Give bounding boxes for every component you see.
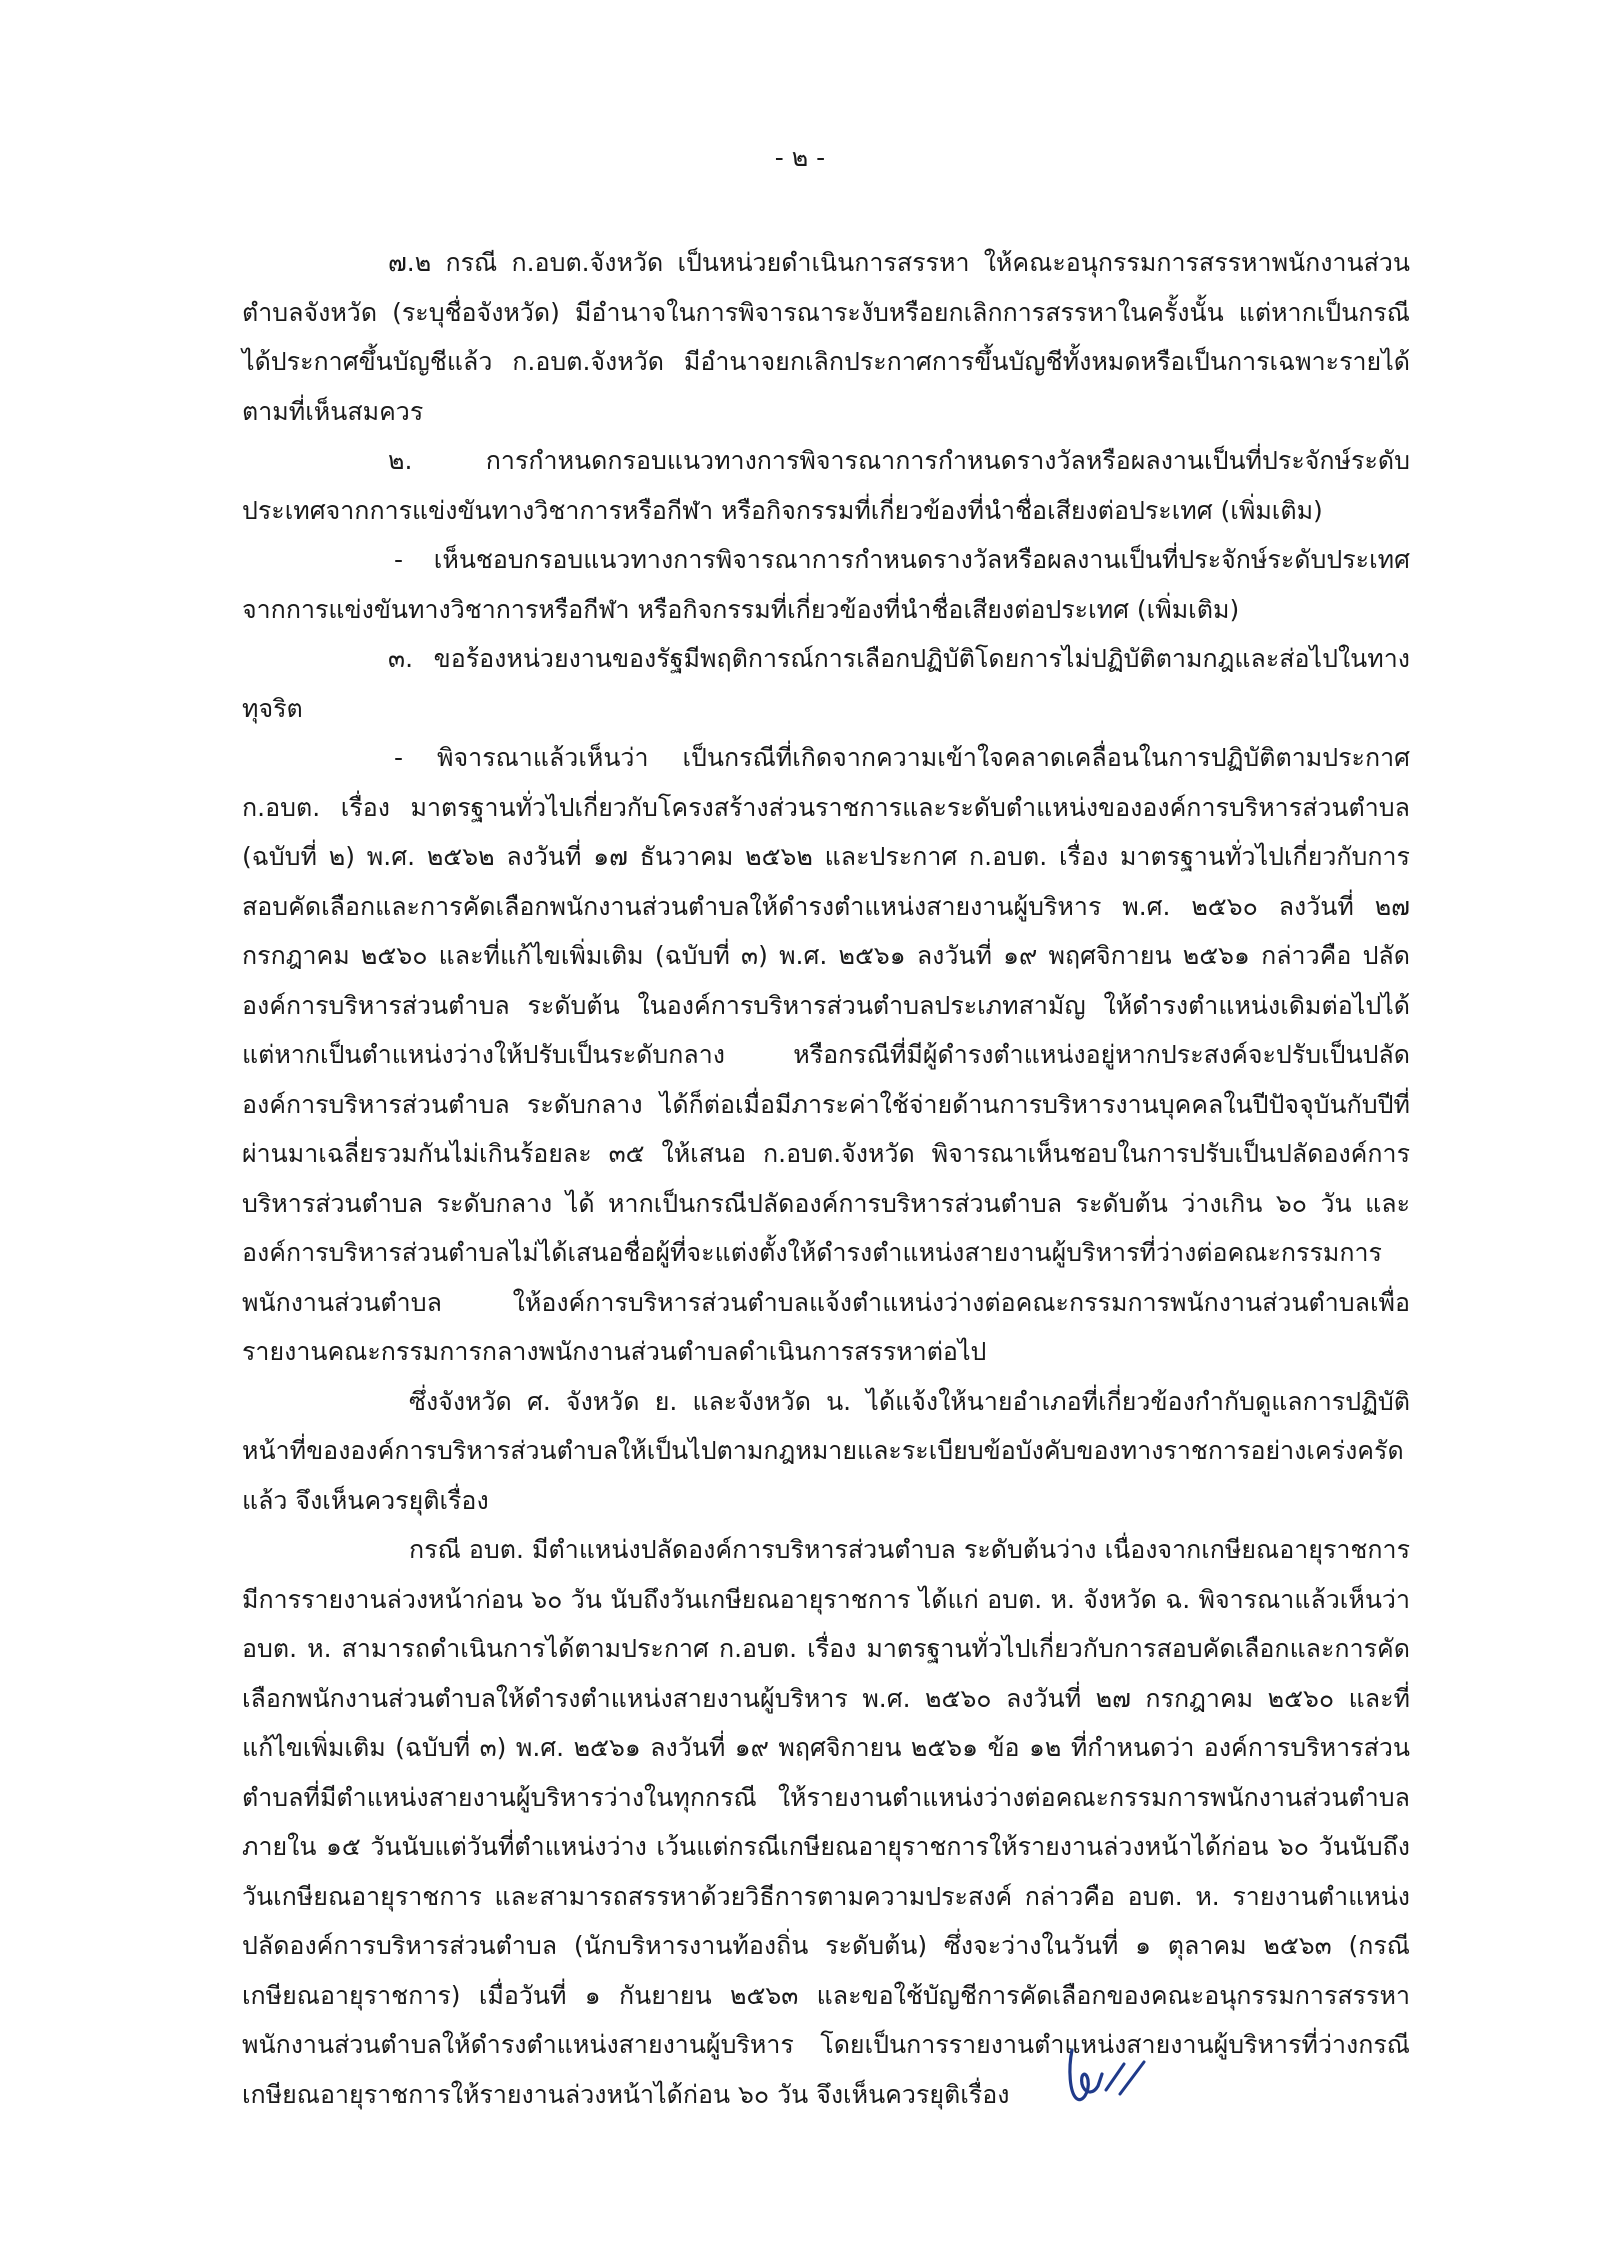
paragraph-item-3: ๓. ขอร้องหน่วยงานของรัฐมีพฤติการณ์การเลือกปฏิบัติโดยการไม่ปฏิบัติตามกฎและส่อไปในทางทุจริต	[242, 644, 1410, 723]
paragraph-province-notice: ซึ่งจังหวัด ศ. จังหวัด ย. และจังหวัด น. ได้แจ้งให้นายอำเภอที่เกี่ยวข้องกำกับดูแลการปฏิบัติหน้าที่ขององค์การบริหารส่วนตำบลให้เป็นไปตามกฎหมายและระเบียบข้อบังคับของทางราชการอย่างเคร่งครัดแล้ว จึงเห็นควรยุติเรื่อง	[242, 1386, 1410, 1515]
paragraph-7-2: ๗.๒ กรณี ก.อบต.จังหวัด เป็นหน่วยดำเนินการสรรหา ให้คณะอนุกรรมการสรรหาพนักงานส่วนตำบลจังหวัด (ระบุชื่อจังหวัด) มีอำนาจในการพิจารณาระงับหรือยกเลิกการสรรหาในครั้งนั้น แต่หากเป็นกรณีได้ประกาศขึ้นบัญชีแล้ว ก.อบต.จังหวัด มีอำนาจยกเลิกประกาศการขึ้นบัญชีทั้งหมดหรือเป็นการเฉพาะรายได้ตามที่เห็นสมควร	[242, 248, 1410, 426]
paragraph-item-2: ๒. การกำหนดกรอบแนวทางการพิจารณาการกำหนดรางวัลหรือผลงานเป็นที่ประจักษ์ระดับประเทศจากการแข่งขันทางวิชาการหรือกีฬา หรือกิจกรรมที่เกี่ยวข้องที่นำชื่อเสียงต่อประเทศ (เพิ่มเติม)	[242, 446, 1410, 525]
paragraph-item-2-resolution: - เห็นชอบกรอบแนวทางการพิจารณาการกำหนดรางวัลหรือผลงานเป็นที่ประจักษ์ระดับประเทศจากการแข่งขันทางวิชาการหรือกีฬา หรือกิจกรรมที่เกี่ยวข้องที่นำชื่อเสียงต่อประเทศ (เพิ่มเติม)	[242, 545, 1410, 624]
page-number: - ๒ -	[774, 143, 826, 172]
handwritten-signature	[1062, 2040, 1154, 2110]
paragraph-item-3-consideration: - พิจารณาแล้วเห็นว่า เป็นกรณีที่เกิดจากความเข้าใจคลาดเคลื่อนในการปฏิบัติตามประกาศ ก.อบต. เรื่อง มาตรฐานทั่วไปเกี่ยวกับโครงสร้างส่วนราชการและระดับตำแหน่งขององค์การบริหารส่วนตำบล (ฉบับที่ ๒) พ.ศ. ๒๕๖๒ ลงวันที่ ๑๗ ธันวาคม ๒๕๖๒ และประกาศ ก.อบต. เรื่อง มาตรฐานทั่วไปเกี่ยวกับการสอบคัดเลือกและการคัดเลือกพนักงานส่วนตำบลให้ดำรงตำแหน่งสายงานผู้บริหาร พ.ศ. ๒๕๖๐ ลงวันที่ ๒๗ กรกฎาคม ๒๕๖๐ และที่แก้ไขเพิ่มเติม (ฉบับที่ ๓) พ.ศ. ๒๕๖๑ ลงวันที่ ๑๙ พฤศจิกายน ๒๕๖๑ กล่าวคือ ปลัดองค์การบริหารส่วนตำบล ระดับต้น ในองค์การบริหารส่วนตำบลประเภทสามัญ ให้ดำรงตำแหน่งเดิมต่อไปได้ แต่หากเป็นตำแหน่งว่างให้ปรับเป็นระดับกลาง หรือกรณีที่มีผู้ดำรงตำแหน่งอยู่หากประสงค์จะปรับเป็นปลัดองค์การบริหารส่วนตำบล ระดับกลาง ได้ก็ต่อเมื่อมีภาระค่าใช้จ่ายด้านการบริหารงานบุคคลในปีปัจจุบันกับปีที่ผ่านมาเฉลี่ยรวมกันไม่เกินร้อยละ ๓๕ ให้เสนอ ก.อบต.จังหวัด พิจารณาเห็นชอบในการปรับเป็นปลัดองค์การบริหารส่วนตำบล ระดับกลาง ได้ หากเป็นกรณีปลัดองค์การบริหารส่วนตำบล ระดับต้น ว่างเกิน ๖๐ วัน และองค์การบริหารส่วนตำบลไม่ได้เสนอชื่อผู้ที่จะแต่งตั้งให้ดำรงตำแหน่งสายงานผู้บริหารที่ว่างต่อคณะกรรมการพนักงานส่วนตำบล ให้องค์การบริหารส่วนตำบลแจ้งตำแหน่งว่างต่อคณะกรรมการพนักงานส่วนตำบลเพื่อรายงานคณะกรรมการกลางพนักงานส่วนตำบลดำเนินการสรรหาต่อไป	[242, 743, 1410, 1366]
paragraph-retirement-case: กรณี อบต. มีตำแหน่งปลัดองค์การบริหารส่วนตำบล ระดับต้นว่าง เนื่องจากเกษียณอายุราชการมีการรายงานล่วงหน้าก่อน ๖๐ วัน นับถึงวันเกษียณอายุราชการ ได้แก่ อบต. ห. จังหวัด ฉ. พิจารณาแล้วเห็นว่า อบต. ห. สามารถดำเนินการได้ตามประกาศ ก.อบต. เรื่อง มาตรฐานทั่วไปเกี่ยวกับการสอบคัดเลือกและการคัดเลือกพนักงานส่วนตำบลให้ดำรงตำแหน่งสายงานผู้บริหาร พ.ศ. ๒๕๖๐ ลงวันที่ ๒๗ กรกฎาคม ๒๕๖๐ และที่แก้ไขเพิ่มเติม (ฉบับที่ ๓) พ.ศ. ๒๕๖๑ ลงวันที่ ๑๙ พฤศจิกายน ๒๕๖๑ ข้อ ๑๒ ที่กำหนดว่า องค์การบริหารส่วนตำบลที่มีตำแหน่งสายงานผู้บริหารว่างในทุกกรณี ให้รายงานตำแหน่งว่างต่อคณะกรรมการพนักงานส่วนตำบล ภายใน ๑๕ วันนับแต่วันที่ตำแหน่งว่าง เว้นแต่กรณีเกษียณอายุราชการให้รายงานล่วงหน้าได้ก่อน ๖๐ วันนับถึงวันเกษียณอายุราชการ และสามารถสรรหาด้วยวิธีการตามความประสงค์ กล่าวคือ อบต. ห. รายงานตำแหน่งปลัดองค์การบริหารส่วนตำบล (นักบริหารงานท้องถิ่น ระดับต้น) ซึ่งจะว่างในวันที่ ๑ ตุลาคม ๒๕๖๓ (กรณีเกษียณอายุราชการ) เมื่อวันที่ ๑ กันยายน ๒๕๖๓ และขอใช้บัญชีการคัดเลือกของคณะอนุกรรมการสรรหาพนักงานส่วนตำบลให้ดำรงตำแหน่งสายงานผู้บริหาร โดยเป็นการรายงานตำแหน่งสายงานผู้บริหารที่ว่างกรณีเกษียณอายุราชการให้รายงานล่วงหน้าได้ก่อน ๖๐ วัน จึงเห็นควรยุติเรื่อง	[242, 1535, 1410, 2109]
document-body	[242, 238, 1410, 2119]
